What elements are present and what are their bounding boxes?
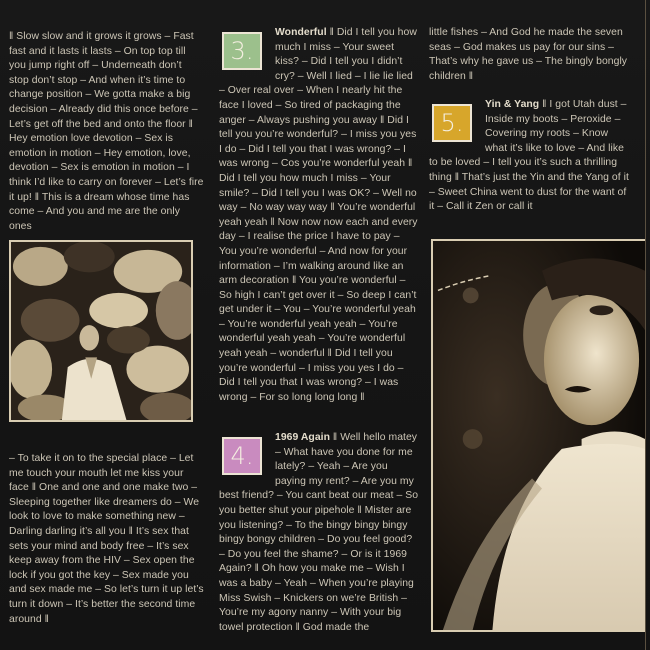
badge-spacer — [429, 98, 485, 142]
song-text-wonderful: ‖ Did I tell you how much I miss – Your sweet kiss? – Did I tell you I didn’t cry? – Well I lied – I lie lie lied – Over real over – When I nearly hit the face I loved – So tired of packaging the anger – Always pushing you away ‖ Did I tell you you’re wonderful? – I miss you yes I do – Did I tell you that I was wrong? – I was wrong – Cos you’re wonderful yeah ‖ Did I tell you how much I miss – Your smile? – Did I tell you I was OK? – Well no way – No way way way ‖ You’re wonderful yeah yeah ‖ Now now now each and every day – I realise the price I have to pay – You you’re wonderful – And now for your information – I’m walking around like an arm decoration ‖ You you’re wonderful – So high I can’t get over it – So deep I can’t get under it – You – You’re wonderful yeah – You’re wonderful yeah yeah – You’re wonderful yeah yeah – You’re wonderful yeah yeah – wonderful ‖ Did I tell you you’re wonderful – I miss you yes I do – Did I tell you that I was wrong? – I was wrong – For so long long long ‖ — [219, 27, 418, 403]
badge-spacer — [219, 431, 275, 475]
badge-spacer — [219, 26, 275, 70]
woman-and-man-faces-photo — [431, 239, 645, 632]
track-number-3-badge: 3. — [222, 32, 262, 70]
song-title-wonderful: Wonderful — [275, 27, 327, 38]
song-yin-yang-lyrics — [429, 98, 629, 215]
lyrics-col1-bottom: – To take it on to the special place – Let me touch your mouth let me kiss your face ‖ One and one and one make two – Sleeping together like dreamers do – We look to love to make something new – Darling darling it’s all you ‖ It’s sex that sets your mind and body free – It’s sex keep away from the HIV – Sex open the lock if you got the key – Sex made you and sex made me – So let’s turn it up let’s turn it down – It’s better the second time around ‖ — [9, 453, 204, 625]
song-text-1969-again: ‖ Well hello matey – What have you done for me lately? – Yeah – Are you paying my rent? – Are you my best friend? – You cant beat our meat – So you better shut your pipehole ‖ Mister are you listening? – To the bingy bingy bingy bingy bongy children – Do you feel good? – Do you feel the shame? – Or is it 1969 Again? ‖ Oh how you make me – Wish I was a baby – Yeah – When you’re playing Miss Swish – Knickers on we’re British – You’re my agony nanny – With your big towel protection ‖ God made the — [219, 432, 419, 633]
track-number-5-badge: 5. — [432, 104, 472, 142]
song-wonderful-lyrics — [219, 26, 419, 405]
song-title-1969-again: 1969 Again — [275, 432, 330, 443]
lyrics-col1-top: ‖ Slow slow and it grows it grows – Fast fast and it lasts it lasts – On top top till you jump right off – Underneath don’t stop don’t stop – And when it’s time to change position – We gotta make a big decision – Already did this once before – Let’s get off the bed and onto the floor ‖ Hey emotion love devotion – Sex is emotion in motion – Hey emotion, love, devotion – Sex is emotion in motion – I think I’d like to carry on forever – Let’s fire it up! ‖ This is a dream whose time has come – And you and me are the only ones — [9, 31, 204, 232]
page-fold-line — [645, 0, 646, 650]
man-among-leaves-photo — [9, 240, 193, 422]
song-1969-again-lyrics — [219, 431, 419, 635]
track-number-4-badge: 4. — [222, 437, 262, 475]
song-title-yin-yang: Yin & Yang — [485, 99, 540, 110]
song-text-yin-yang: ‖ I got Utah dust – Inside my boots – Peroxide – Covering my roots – Know what it’s like to love – And like to be loved – I tell you it’s such a thrilling thing ‖ That’s just the Yin and the Yang of it – Sweet China went to dust for the want of it – Call it Zen or call it — [429, 99, 629, 213]
lyrics-col3-top: little fishes – And God he made the seven seas – God makes us pay for our sins – That’s why he gave us – The bingly bongly children ‖ — [429, 27, 628, 82]
